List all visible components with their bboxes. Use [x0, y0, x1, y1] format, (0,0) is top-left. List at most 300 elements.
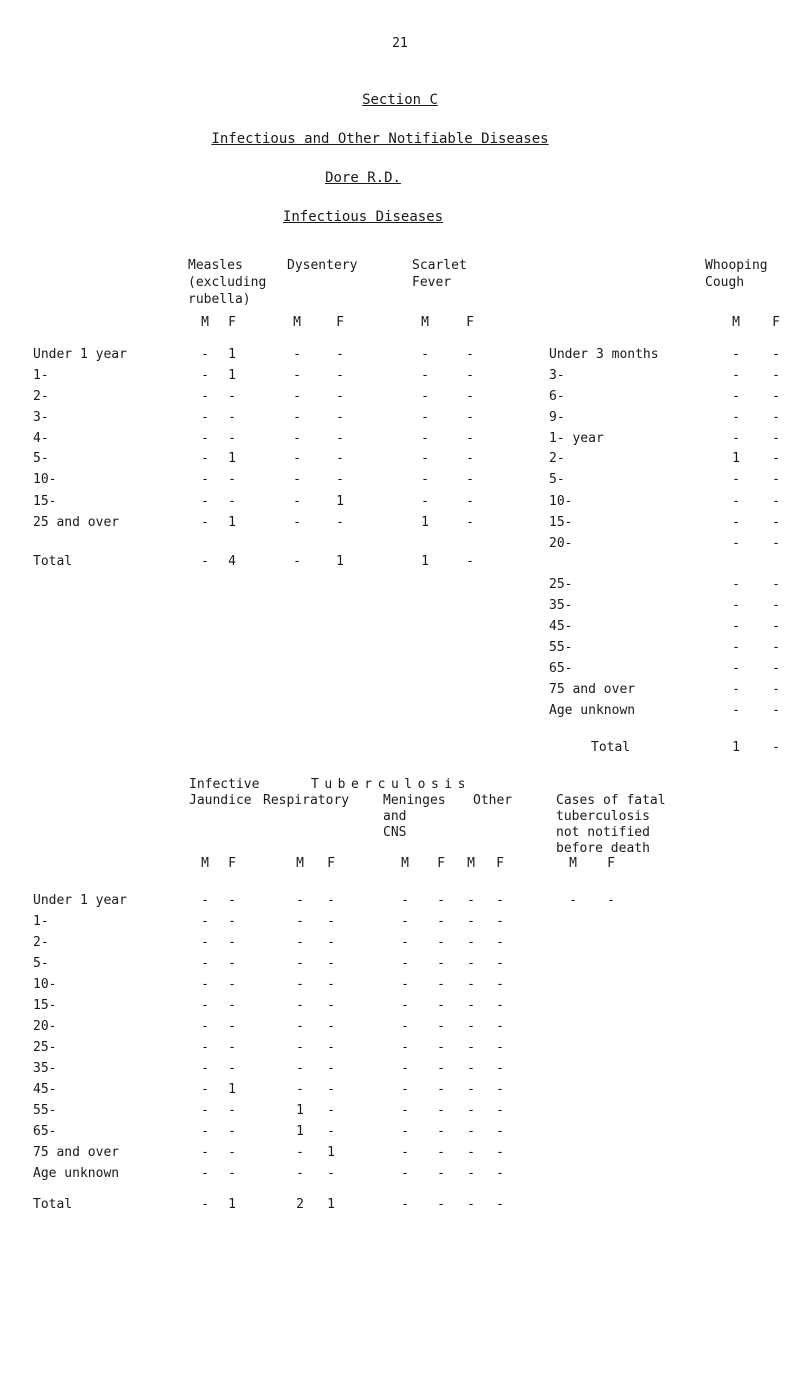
table-cell: -: [437, 998, 445, 1013]
table-cell: -: [467, 1061, 475, 1076]
total-cell: 1: [327, 1197, 335, 1212]
table-cell: -: [293, 472, 301, 487]
table-cell: -: [228, 998, 236, 1013]
whooping-cell: -: [772, 703, 780, 718]
age-group-label: 5-: [33, 956, 49, 971]
table-cell: -: [327, 1166, 335, 1181]
table-cell: -: [293, 431, 301, 446]
age-group-label: 75 and over: [33, 1145, 120, 1160]
fatal-tb-header: tuberculosis: [556, 809, 650, 824]
whooping-cell: -: [732, 703, 740, 718]
table-cell: -: [466, 368, 474, 383]
whooping-age-label: 1- year: [549, 431, 604, 446]
table-cell: -: [467, 893, 475, 908]
age-group-label: 1-: [33, 368, 49, 383]
table-cell: -: [421, 472, 429, 487]
sex-label: M: [401, 856, 409, 871]
whooping-cell: -: [732, 472, 740, 487]
table-cell: -: [296, 977, 304, 992]
total-cell: 2: [296, 1197, 304, 1212]
table-cell: -: [201, 893, 209, 908]
tuberculosis-header: Tuberculosis: [311, 777, 471, 792]
whooping-cell: -: [772, 389, 780, 404]
whooping-cell: -: [732, 640, 740, 655]
table-cell: -: [296, 1166, 304, 1181]
sex-label: M: [293, 315, 301, 330]
whooping-cell: -: [732, 347, 740, 362]
measles-header: Measles: [188, 258, 243, 273]
whooping-age-label: 65-: [549, 661, 573, 676]
table-cell: -: [296, 1040, 304, 1055]
table-cell: -: [466, 515, 474, 530]
table-cell: -: [293, 410, 301, 425]
table-cell: -: [327, 1061, 335, 1076]
age-group-label: 15-: [33, 998, 57, 1013]
table-cell: -: [228, 1019, 236, 1034]
measles-header: (excluding: [188, 275, 267, 290]
sex-label: M: [421, 315, 429, 330]
table-cell: -: [201, 998, 209, 1013]
table-cell: -: [496, 1145, 504, 1160]
total-cell: -: [496, 1197, 504, 1212]
age-group-label: 20-: [33, 1019, 57, 1034]
fatal-tb-header: before death: [556, 841, 650, 856]
table-cell: 1: [228, 347, 236, 362]
table-cell: 1: [228, 451, 236, 466]
table-cell: -: [401, 893, 409, 908]
table-cell: -: [496, 977, 504, 992]
table-cell: -: [421, 494, 429, 509]
district-name: Dore R.D.: [325, 170, 401, 186]
total-cell: 1: [336, 554, 344, 569]
table-cell: -: [201, 935, 209, 950]
age-group-label: 2-: [33, 389, 49, 404]
table-cell: -: [437, 1082, 445, 1097]
total-cell: 1: [421, 554, 429, 569]
whooping-cell: -: [732, 661, 740, 676]
meninges-header: CNS: [383, 825, 407, 840]
table-cell: -: [496, 1019, 504, 1034]
age-group-label: 1-: [33, 914, 49, 929]
table-cell: -: [296, 998, 304, 1013]
table-cell: -: [228, 914, 236, 929]
table-cell: 1: [421, 515, 429, 530]
table-cell: -: [228, 1103, 236, 1118]
whooping-cell: -: [732, 577, 740, 592]
table-cell: -: [228, 1166, 236, 1181]
whooping-age-label: 75 and over: [549, 682, 636, 697]
whooping-cell: -: [732, 431, 740, 446]
table-cell: -: [296, 935, 304, 950]
whooping-cell: -: [732, 598, 740, 613]
table-cell: -: [296, 893, 304, 908]
table-cell: -: [296, 956, 304, 971]
table-cell: -: [569, 893, 577, 908]
table-cell: -: [201, 1040, 209, 1055]
whooping-age-label: 9-: [549, 410, 565, 425]
sex-label: F: [466, 315, 474, 330]
table-cell: -: [296, 1019, 304, 1034]
age-group-label: Under 1 year: [33, 347, 127, 362]
table-cell: -: [228, 977, 236, 992]
table-cell: -: [293, 451, 301, 466]
table-cell: -: [336, 451, 344, 466]
whooping-cell: -: [772, 431, 780, 446]
whooping-cell: -: [772, 536, 780, 551]
page-number: 21: [392, 36, 408, 51]
whooping-cough-header: Cough: [705, 275, 745, 290]
table-cell: -: [201, 494, 209, 509]
table-cell: -: [327, 977, 335, 992]
table-cell: -: [401, 1040, 409, 1055]
sex-label: F: [607, 856, 615, 871]
whooping-age-label: 3-: [549, 368, 565, 383]
table-cell: -: [336, 347, 344, 362]
sex-label: F: [336, 315, 344, 330]
table-cell: -: [466, 389, 474, 404]
table-cell: -: [296, 914, 304, 929]
table-cell: -: [201, 347, 209, 362]
table-cell: -: [437, 893, 445, 908]
total-cell: -: [401, 1197, 409, 1212]
table-cell: -: [228, 431, 236, 446]
table-cell: 1: [336, 494, 344, 509]
age-group-label: 15-: [33, 494, 57, 509]
meninges-header: and: [383, 809, 407, 824]
table-cell: -: [201, 389, 209, 404]
table-cell: -: [201, 410, 209, 425]
whooping-cell: -: [732, 389, 740, 404]
whooping-cell: -: [732, 682, 740, 697]
table-cell: -: [467, 1019, 475, 1034]
whooping-cell: -: [772, 577, 780, 592]
fatal-tb-header: Cases of fatal: [556, 793, 666, 808]
table-cell: -: [201, 431, 209, 446]
table-cell: -: [201, 1124, 209, 1139]
total-cell: 1: [228, 1197, 236, 1212]
table-cell: -: [296, 1082, 304, 1097]
infective-jaundice-header: Jaundice: [189, 793, 252, 808]
table-cell: -: [467, 1124, 475, 1139]
table-cell: -: [401, 1019, 409, 1034]
table-cell: -: [467, 998, 475, 1013]
table-cell: -: [401, 1124, 409, 1139]
table-cell: 1: [296, 1103, 304, 1118]
total-cell: -: [437, 1197, 445, 1212]
whooping-cell: -: [732, 410, 740, 425]
table-cell: -: [466, 410, 474, 425]
whooping-cell: -: [772, 515, 780, 530]
sex-label: F: [437, 856, 445, 871]
whooping-age-label: 25-: [549, 577, 573, 592]
table-cell: -: [437, 1124, 445, 1139]
table-cell: -: [437, 914, 445, 929]
table-cell: -: [201, 472, 209, 487]
document-subtitle: Infectious and Other Notifiable Diseases: [211, 131, 549, 147]
table-cell: -: [437, 1166, 445, 1181]
table-cell: -: [496, 1124, 504, 1139]
table-cell: -: [401, 1166, 409, 1181]
sex-label: M: [569, 856, 577, 871]
whooping-cell: -: [772, 640, 780, 655]
table-cell: -: [496, 1040, 504, 1055]
table-cell: -: [228, 1040, 236, 1055]
age-group-label: 55-: [33, 1103, 57, 1118]
age-group-label: 25 and over: [33, 515, 120, 530]
table-cell: -: [467, 977, 475, 992]
table-cell: -: [201, 515, 209, 530]
table-cell: -: [437, 935, 445, 950]
table-cell: -: [201, 956, 209, 971]
table-cell: -: [401, 977, 409, 992]
table-cell: -: [437, 1103, 445, 1118]
table-cell: -: [228, 1145, 236, 1160]
total-label: Total: [33, 554, 73, 569]
table-cell: -: [201, 1103, 209, 1118]
table-cell: -: [327, 1019, 335, 1034]
age-group-label: 10-: [33, 977, 57, 992]
whooping-cell: 1: [732, 451, 740, 466]
table-cell: -: [496, 935, 504, 950]
total-cell: -: [293, 554, 301, 569]
age-group-label: Age unknown: [33, 1166, 120, 1181]
whooping-cell: -: [772, 368, 780, 383]
table-cell: -: [336, 431, 344, 446]
table-cell: -: [296, 1145, 304, 1160]
table-cell: -: [496, 1166, 504, 1181]
whooping-cell: -: [732, 515, 740, 530]
table-cell: -: [401, 956, 409, 971]
table-cell: -: [437, 1019, 445, 1034]
meninges-header: Meninges: [383, 793, 446, 808]
whooping-cell: -: [732, 619, 740, 634]
table-cell: -: [467, 914, 475, 929]
table-cell: -: [327, 893, 335, 908]
table-cell: -: [293, 368, 301, 383]
table-cell: -: [466, 431, 474, 446]
table-cell: -: [201, 914, 209, 929]
whooping-age-label: 55-: [549, 640, 573, 655]
total-cell: 4: [228, 554, 236, 569]
table-cell: -: [437, 977, 445, 992]
table-cell: -: [296, 1061, 304, 1076]
table-cell: -: [467, 1145, 475, 1160]
table-cell: -: [336, 389, 344, 404]
table-cell: -: [336, 472, 344, 487]
total-cell: -: [467, 1197, 475, 1212]
whooping-cell: -: [772, 598, 780, 613]
whooping-age-label: 5-: [549, 472, 565, 487]
sex-label: M: [201, 856, 209, 871]
table-cell: -: [437, 1061, 445, 1076]
fatal-tb-header: not notified: [556, 825, 650, 840]
table-cell: -: [401, 1082, 409, 1097]
age-group-label: 4-: [33, 431, 49, 446]
table-cell: -: [421, 431, 429, 446]
sex-label: M: [201, 315, 209, 330]
table-cell: -: [496, 1103, 504, 1118]
table-cell: -: [401, 914, 409, 929]
table-cell: 1: [228, 368, 236, 383]
table-cell: -: [327, 914, 335, 929]
age-group-label: 65-: [33, 1124, 57, 1139]
table-cell: -: [437, 1145, 445, 1160]
whooping-age-label: 35-: [549, 598, 573, 613]
table-cell: -: [401, 1145, 409, 1160]
table-cell: -: [327, 935, 335, 950]
table-cell: -: [466, 472, 474, 487]
table-cell: 1: [228, 515, 236, 530]
table-cell: -: [201, 1145, 209, 1160]
table-cell: -: [421, 368, 429, 383]
table-cell: -: [201, 1082, 209, 1097]
table-cell: -: [401, 1103, 409, 1118]
table-cell: -: [421, 410, 429, 425]
whooping-cell: -: [772, 619, 780, 634]
whooping-age-label: Age unknown: [549, 703, 636, 718]
table-cell: -: [228, 935, 236, 950]
other-header: Other: [473, 793, 513, 808]
table-cell: -: [327, 1040, 335, 1055]
age-group-label: 5-: [33, 451, 49, 466]
table-cell: -: [466, 494, 474, 509]
table-cell: -: [201, 368, 209, 383]
whooping-cell: -: [772, 347, 780, 362]
table-cell: -: [228, 494, 236, 509]
sex-label: F: [496, 856, 504, 871]
whooping-cell: -: [772, 410, 780, 425]
age-group-label: 2-: [33, 935, 49, 950]
table-cell: -: [293, 515, 301, 530]
table-cell: -: [201, 451, 209, 466]
table-cell: -: [228, 410, 236, 425]
table-cell: -: [466, 451, 474, 466]
whooping-cell: -: [772, 472, 780, 487]
table-cell: 1: [228, 1082, 236, 1097]
table-cell: -: [401, 1061, 409, 1076]
table-cell: -: [496, 914, 504, 929]
table-cell: -: [201, 1019, 209, 1034]
whooping-cough-header: Whooping: [705, 258, 768, 273]
whooping-age-label: 45-: [549, 619, 573, 634]
measles-header: rubella): [188, 292, 251, 307]
table-cell: -: [467, 1166, 475, 1181]
table-cell: -: [496, 893, 504, 908]
table-cell: -: [201, 977, 209, 992]
table-cell: -: [496, 998, 504, 1013]
table-cell: -: [336, 515, 344, 530]
whooping-age-label: 10-: [549, 494, 573, 509]
table-cell: -: [201, 1166, 209, 1181]
whooping-cell: -: [732, 494, 740, 509]
table-cell: -: [336, 368, 344, 383]
age-group-label: 10-: [33, 472, 57, 487]
table-cell: -: [496, 1082, 504, 1097]
sex-label: M: [732, 315, 740, 330]
total-cell: -: [466, 554, 474, 569]
whooping-age-label: 6-: [549, 389, 565, 404]
whooping-total-label: Total: [591, 740, 631, 755]
table-cell: -: [607, 893, 615, 908]
table-cell: -: [401, 998, 409, 1013]
table-cell: -: [466, 347, 474, 362]
sex-label: M: [467, 856, 475, 871]
table-cell: -: [327, 956, 335, 971]
table-cell: 1: [327, 1145, 335, 1160]
age-group-label: 3-: [33, 410, 49, 425]
scarlet-fever-header: Scarlet: [412, 258, 467, 273]
table-cell: -: [421, 451, 429, 466]
age-group-label: Under 1 year: [33, 893, 127, 908]
table-cell: -: [228, 472, 236, 487]
table-cell: -: [228, 1124, 236, 1139]
table-cell: -: [421, 389, 429, 404]
table-cell: -: [201, 1061, 209, 1076]
table-cell: -: [467, 1103, 475, 1118]
table-cell: -: [336, 410, 344, 425]
sex-label: M: [296, 856, 304, 871]
table-cell: -: [467, 935, 475, 950]
table-cell: -: [293, 347, 301, 362]
table-cell: -: [228, 893, 236, 908]
table-cell: -: [437, 956, 445, 971]
table-cell: -: [293, 494, 301, 509]
whooping-age-label: Under 3 months: [549, 347, 659, 362]
age-group-label: 45-: [33, 1082, 57, 1097]
age-group-label: 35-: [33, 1061, 57, 1076]
whooping-cell: -: [772, 682, 780, 697]
whooping-age-label: 2-: [549, 451, 565, 466]
table-cell: -: [327, 998, 335, 1013]
sex-label: F: [228, 315, 236, 330]
respiratory-header: Respiratory: [263, 793, 350, 808]
table-cell: -: [327, 1124, 335, 1139]
total-cell: -: [201, 1197, 209, 1212]
sex-label: F: [228, 856, 236, 871]
table-cell: -: [401, 935, 409, 950]
table-cell: -: [327, 1082, 335, 1097]
subheading: Infectious Diseases: [282, 209, 444, 225]
total-cell: -: [201, 554, 209, 569]
table-cell: -: [421, 347, 429, 362]
table-cell: 1: [296, 1124, 304, 1139]
sex-label: F: [772, 315, 780, 330]
table-cell: -: [467, 956, 475, 971]
whooping-total-cell: 1: [732, 740, 740, 755]
scarlet-fever-header: Fever: [412, 275, 452, 290]
age-group-label: 25-: [33, 1040, 57, 1055]
whooping-total-cell: -: [772, 740, 780, 755]
total-label: Total: [33, 1197, 73, 1212]
table-cell: -: [327, 1103, 335, 1118]
whooping-cell: -: [772, 661, 780, 676]
whooping-cell: -: [772, 494, 780, 509]
whooping-age-label: 20-: [549, 536, 573, 551]
sex-label: F: [327, 856, 335, 871]
table-cell: -: [467, 1082, 475, 1097]
table-cell: -: [293, 389, 301, 404]
table-cell: -: [496, 956, 504, 971]
infective-jaundice-header: Infective: [189, 777, 260, 792]
table-cell: -: [496, 1061, 504, 1076]
table-cell: -: [437, 1040, 445, 1055]
whooping-cell: -: [772, 451, 780, 466]
table-cell: -: [467, 1040, 475, 1055]
section-title: Section C: [362, 92, 438, 108]
whooping-age-label: 15-: [549, 515, 573, 530]
table-cell: -: [228, 956, 236, 971]
table-cell: -: [228, 1061, 236, 1076]
